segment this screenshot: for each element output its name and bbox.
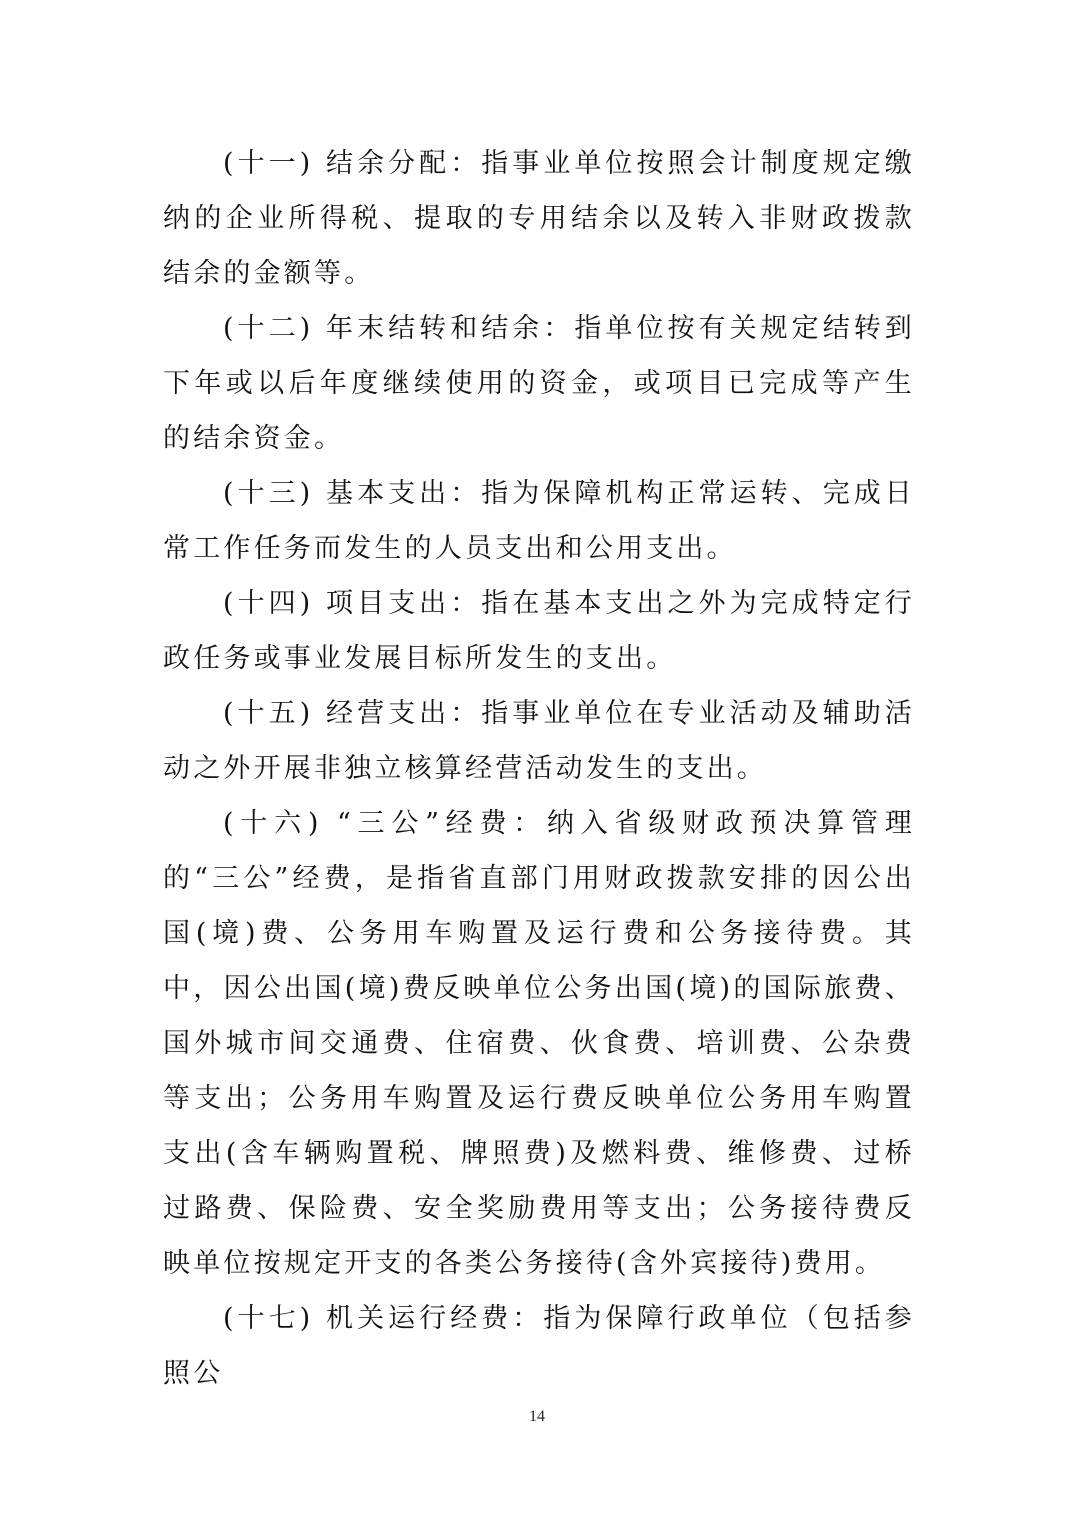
paragraph-13: (十三) 基本支出：指为保障机构正常运转、完成日常工作任务而发生的人员支出和公用支出。 [163,478,915,564]
page-number: 14 [529,1408,545,1425]
paragraph-15: (十五) 经营支出：指事业单位在专业活动及辅助活动之外开展非独立核算经营活动发生的支出。 [163,698,915,784]
paragraph-16: (十六) “三公”经费：纳入省级财政预决算管理的“三公”经费，是指省直部门用财政拨款安排的因公出国(境)费、公务用车购置及运行费和公务接待费。其中，因公出国(境)费反映单位公务出国(境)的国际旅费、国外城市间交通费、住宿费、伙食费、培训费、公杂费等支出；公务用车购置及运行费反映单位公务用车购置支出(含车辆购置税、牌照费)及燃料费、维修费、过桥过路费、保险费、安全奖励费用等支出；公务接待费反映单位按规定开支的各类公务接待(含外宾接待)费用。 [163,808,915,1279]
body-text [163,136,915,1401]
paragraph-11: (十一) 结余分配：指事业单位按照会计制度规定缴纳的企业所得税、提取的专用结余以及转入非财政拨款结余的金额等。 [163,148,915,289]
paragraph-17: (十七) 机关运行经费：指为保障行政单位（包括参照公 [163,1303,915,1389]
paragraph-12: (十二) 年末结转和结余：指单位按有关规定结转到下年或以后年度继续使用的资金，或项目已完成等产生的结余资金。 [163,313,915,454]
paragraph-14: (十四) 项目支出：指在基本支出之外为完成特定行政任务或事业发展目标所发生的支出。 [163,588,915,674]
